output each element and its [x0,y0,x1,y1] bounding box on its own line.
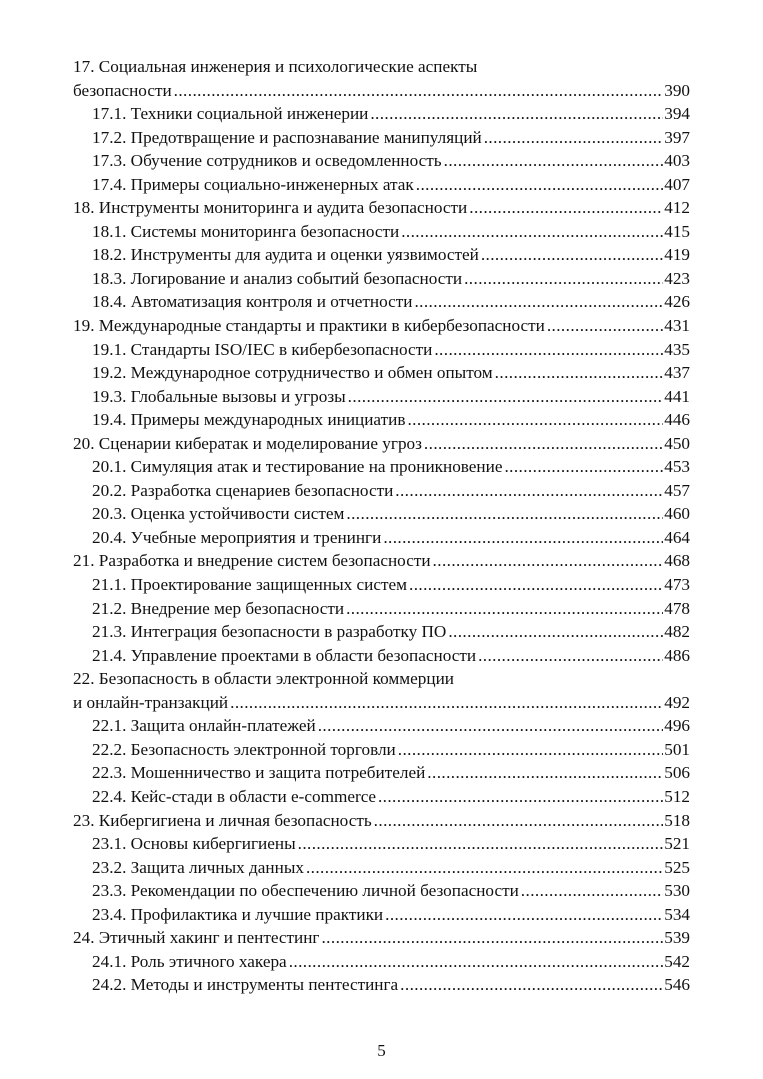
toc-chapter[interactable] [73,314,690,338]
toc-dot-leader [407,408,663,432]
toc-entry-title: 19.1. Стандарты ISO/IEC в кибербезопасности [92,339,433,359]
toc-dot-leader [481,243,663,267]
toc-section[interactable] [73,714,690,738]
toc-page-number: 419 [664,245,690,265]
toc-page-number: 542 [664,951,690,971]
toc-entry-title: 18. Инструменты мониторинга и аудита безопасности [73,198,468,218]
toc-dot-leader [464,267,663,291]
toc-section[interactable] [73,973,690,997]
table-of-contents [73,55,690,997]
toc-entry-title: 24.1. Роль этичного хакера [92,951,287,971]
toc-section[interactable] [73,644,690,668]
toc-section[interactable] [73,126,690,150]
toc-page-number: 492 [664,692,690,712]
toc-section[interactable] [73,785,690,809]
toc-entry-title: 19.4. Примеры международных инициатив [92,410,406,430]
toc-page-number: 403 [664,151,690,171]
toc-section[interactable] [73,526,690,550]
toc-section[interactable] [73,479,690,503]
toc-page-number: 496 [664,716,690,736]
toc-page-number: 394 [664,104,690,124]
toc-dot-leader [306,856,663,880]
toc-dot-leader [444,149,664,173]
toc-chapter-title-line: 22. Безопасность в области электронной коммерции [73,669,454,689]
toc-chapter[interactable] [73,55,690,102]
toc-dot-leader [321,926,663,950]
toc-section[interactable] [73,243,690,267]
toc-entry-title: 19. Международные стандарты и практики в кибербезопасности [73,316,545,336]
toc-entry-title: 21.3. Интеграция безопасности в разработку ПО [92,622,447,642]
toc-entry-title: 20.3. Оценка устойчивости систем [92,504,345,524]
toc-section[interactable] [73,267,690,291]
toc-entry-title: 18.3. Логирование и анализ событий безопасности [92,268,463,288]
toc-page-number: 457 [664,480,690,500]
toc-entry-title: 18.4. Автоматизация контроля и отчетности [92,292,413,312]
toc-entry-title: 23. Кибергигиена и личная безопасность [73,810,372,830]
toc-entry-title: 23.3. Рекомендации по обеспечению личной безопасности [92,881,519,901]
toc-page-number: 426 [664,292,690,312]
toc-dot-leader [298,832,664,856]
toc-section[interactable] [73,102,690,126]
toc-entry-title: 19.2. Международное сотрудничество и обмен опытом [92,363,493,383]
toc-dot-leader [484,126,664,150]
toc-dot-leader [504,455,663,479]
toc-entry-title: 22.4. Кейс-стади в области e-commerce [92,786,376,806]
toc-dot-leader [401,220,663,244]
toc-page-number: 390 [664,80,690,100]
toc-dot-leader [370,102,663,126]
toc-entry-title: 20.1. Симуляция атак и тестирование на проникновение [92,457,503,477]
toc-entry-title: 19.3. Глобальные вызовы и угрозы [92,386,346,406]
page-number: 5 [377,1041,386,1060]
toc-entry-title: 24. Этичный хакинг и пентестинг [73,928,320,948]
toc-page-number: 435 [664,339,690,359]
toc-section[interactable] [73,455,690,479]
toc-page-number: 450 [664,433,690,453]
toc-dot-leader [433,549,664,573]
toc-page-number: 407 [664,174,690,194]
toc-entry-title: 18.1. Системы мониторинга безопасности [92,221,400,241]
toc-page-number: 460 [664,504,690,524]
toc-section[interactable] [73,597,690,621]
toc-entry-title: 17.2. Предотвращение и распознавание манипуляций [92,127,482,147]
toc-dot-leader [398,738,663,762]
toc-page-number: 512 [664,786,690,806]
toc-section[interactable] [73,385,690,409]
toc-dot-leader [318,714,664,738]
toc-entry-title: 20. Сценарии кибератак и моделирование угроз [73,433,422,453]
toc-page-number: 437 [664,363,690,383]
toc-dot-leader [378,785,663,809]
toc-dot-leader [495,361,664,385]
toc-chapter-title-line: 17. Социальная инженерия и психологические аспекты [73,57,478,76]
toc-section[interactable] [73,879,690,903]
toc-page-number: 468 [664,551,690,571]
toc-section[interactable] [73,832,690,856]
toc-dot-leader [383,526,663,550]
toc-page-number: 539 [664,928,690,948]
toc-page-number: 441 [664,386,690,406]
toc-dot-leader [374,809,664,833]
toc-entry-title: безопасности [73,80,172,100]
toc-dot-leader [547,314,663,338]
toc-entry-title: 21.1. Проектирование защищенных систем [92,575,407,595]
toc-entry-title: 18.2. Инструменты для аудита и оценки уязвимостей [92,245,479,265]
toc-chapter[interactable] [73,196,690,220]
toc-entry-title: 17.4. Примеры социально-инженерных атак [92,174,414,194]
toc-section[interactable] [73,290,690,314]
toc-page-number: 453 [664,457,690,477]
toc-section[interactable] [73,950,690,974]
toc-page-number: 482 [664,622,690,642]
toc-page-number: 412 [664,198,690,218]
toc-dot-leader [414,290,663,314]
toc-dot-leader [348,385,664,409]
toc-dot-leader [448,620,663,644]
toc-dot-leader [385,903,663,927]
toc-entry-title: 21.4. Управление проектами в области безопасности [92,645,477,665]
toc-page-number: 518 [664,810,690,830]
toc-page-number: 446 [664,410,690,430]
toc-entry-title: 23.1. Основы кибергигиены [92,834,296,854]
toc-dot-leader [416,173,663,197]
toc-dot-leader [434,338,663,362]
toc-entry-title: 22.1. Защита онлайн-платежей [92,716,316,736]
toc-dot-leader [289,950,664,974]
toc-dot-leader [230,691,663,715]
toc-section[interactable] [73,220,690,244]
toc-chapter[interactable] [73,432,690,456]
toc-section[interactable] [73,573,690,597]
toc-dot-leader [469,196,663,220]
toc-entry-title: 21.2. Внедрение мер безопасности [92,598,345,618]
toc-page-number: 521 [664,834,690,854]
toc-entry-title: 17.3. Обучение сотрудников и осведомленность [92,151,442,171]
toc-dot-leader [424,432,663,456]
toc-entry-title: 21. Разработка и внедрение систем безопасности [73,551,431,571]
toc-page-number: 486 [664,645,690,665]
toc-page-number: 431 [664,316,690,336]
toc-dot-leader [174,79,664,103]
toc-section[interactable] [73,502,690,526]
toc-entry-title: 22.3. Мошенничество и защита потребителей [92,763,426,783]
toc-section[interactable] [73,361,690,385]
toc-section[interactable] [73,408,690,432]
toc-chapter[interactable] [73,549,690,573]
toc-entry-title: 23.2. Защита личных данных [92,857,304,877]
toc-entry-title: 20.2. Разработка сценариев безопасности [92,480,394,500]
toc-page-number: 423 [664,268,690,288]
toc-entry-title: 22.2. Безопасность электронной торговли [92,739,396,759]
toc-page-number: 534 [664,904,690,924]
toc-dot-leader [427,761,663,785]
toc-section[interactable] [73,738,690,762]
toc-page-number: 501 [664,739,690,759]
toc-entry-title: 20.4. Учебные мероприятия и тренинги [92,527,382,547]
toc-entry-title: 24.2. Методы и инструменты пентестинга [92,975,399,995]
toc-section[interactable] [73,761,690,785]
toc-dot-leader [478,644,663,668]
toc-page-number: 415 [664,221,690,241]
toc-dot-leader [400,973,663,997]
toc-page-number: 478 [664,598,690,618]
toc-page-number: 473 [664,575,690,595]
toc-page-number: 530 [664,881,690,901]
toc-chapter[interactable] [73,926,690,950]
toc-section[interactable] [73,856,690,880]
toc-entry-title: 23.4. Профилактика и лучшие практики [92,904,384,924]
toc-dot-leader [346,597,663,621]
toc-chapter[interactable] [73,809,690,833]
toc-section[interactable] [73,903,690,927]
toc-entry-title: 17.1. Техники социальной инженерии [92,104,369,124]
toc-page-number: 525 [664,857,690,877]
toc-page-number: 506 [664,763,690,783]
toc-section[interactable] [73,338,690,362]
toc-dot-leader [409,573,663,597]
toc-page-number: 464 [664,527,690,547]
toc-section[interactable] [73,173,690,197]
toc-section[interactable] [73,620,690,644]
toc-page-number: 546 [664,975,690,995]
toc-page-number: 397 [664,127,690,147]
toc-dot-leader [395,479,663,503]
toc-dot-leader [346,502,663,526]
toc-section[interactable] [73,149,690,173]
toc-chapter[interactable] [73,667,690,714]
toc-entry-title: и онлайн-транзакций [73,692,229,712]
toc-dot-leader [521,879,663,903]
